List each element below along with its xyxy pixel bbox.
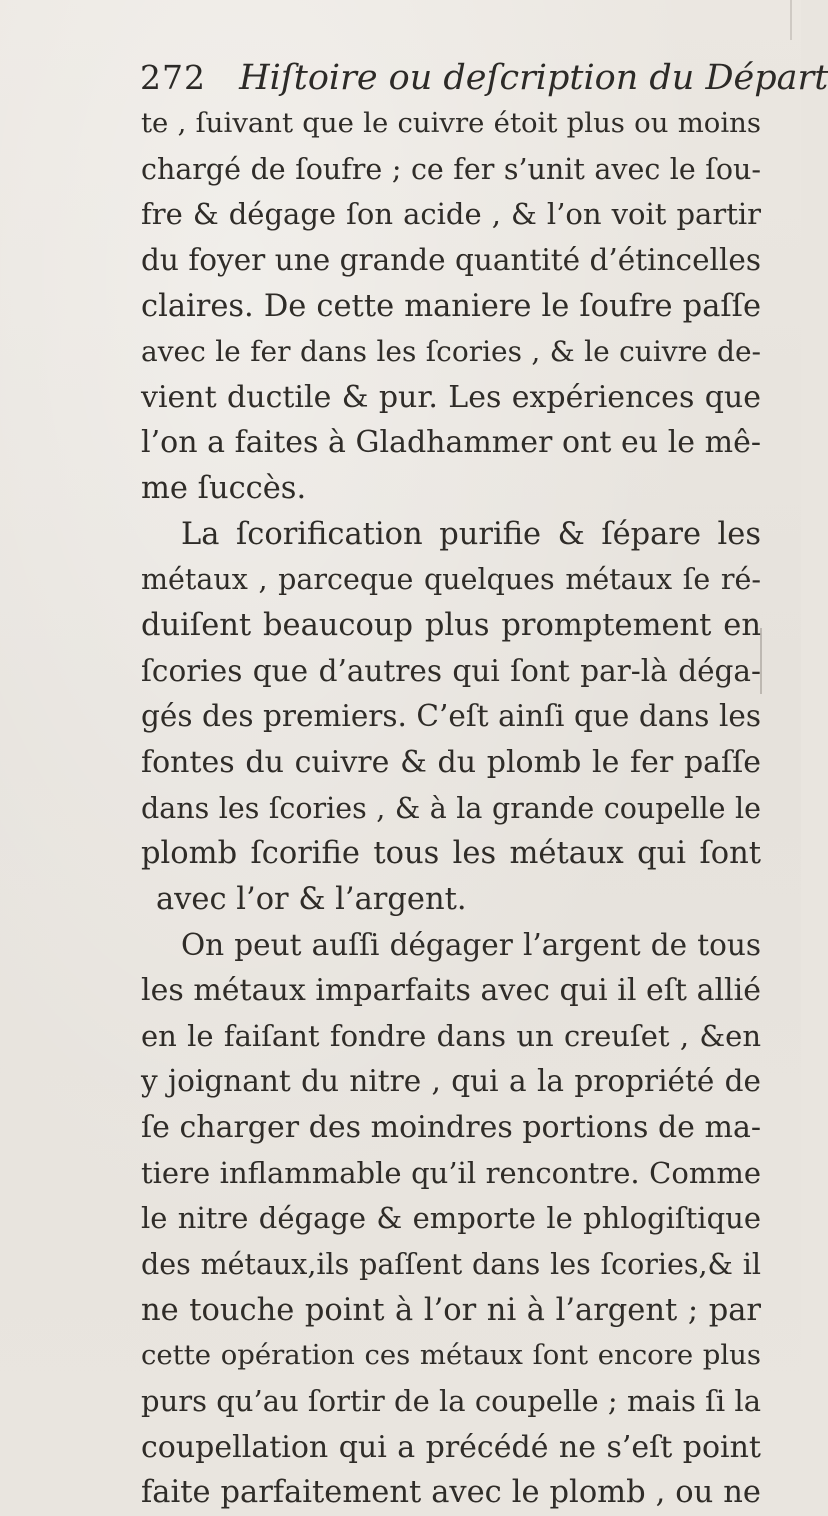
text-line: le nitre dégage & emporte le phlogiſtique <box>141 1201 761 1236</box>
text-line: y joignant du nitre , qui a la propriété de <box>141 1064 761 1099</box>
text-line: gés des premiers. C’eſt ainſi que dans les <box>141 699 761 734</box>
text-line: plomb ſcorifie tous les métaux qui ſont <box>141 836 761 872</box>
page-edge-mark-top <box>790 0 792 40</box>
running-title: Hiſtoire ou deſcription du Départ <box>239 58 828 98</box>
text-line: les métaux imparfaits avec qui il eſt allié <box>141 973 761 1009</box>
text-line: ne touche point à l’or ni à l’argent ; par <box>141 1292 761 1328</box>
text-line: me ſuccès. <box>141 471 307 507</box>
text-line: te , ſuivant que le cuivre étoit plus ou moins <box>141 107 761 139</box>
text-line: dans les ſcories , & à la grande coupelle le <box>141 791 761 825</box>
text-line: tiere inflammable qu’il rencontre. Comme <box>141 1155 761 1190</box>
body-text <box>141 101 761 1516</box>
page-header <box>140 58 828 98</box>
text-line: fre & dégage ſon acide , & l’on voit partir <box>141 197 761 232</box>
text-line: du foyer une grande quantité d’étincelles <box>141 242 761 277</box>
text-line: vient ductile & pur. Les expériences que <box>141 379 761 415</box>
text-line: en le faiſant fondre dans un creuſet , &en <box>141 1018 761 1053</box>
text-line: La ſcorification purifie & ſépare les <box>181 516 761 552</box>
text-line: métaux , parceque quelques métaux ſe ré- <box>141 563 761 597</box>
text-line: duiſent beaucoup plus promptement en <box>141 608 761 644</box>
text-line: purs qu’au ſortir de la coupelle ; mais ſi la <box>141 1383 761 1418</box>
text-line: claires. De cette maniere le ſoufre paſſe <box>141 288 761 324</box>
text-line: On peut auſſi dégager l’argent de tous <box>181 927 761 962</box>
text-line: fontes du cuivre & du plomb le fer paſſe <box>141 744 761 780</box>
text-line: coupellation qui a précédé ne s’eſt point <box>141 1429 761 1465</box>
text-line: ſe charger des moindres portions de ma- <box>141 1110 761 1146</box>
text-line: l’on a faites à Gladhammer ont eu le mê- <box>141 425 761 461</box>
text-line: chargé de ſoufre ; ce fer s’unit avec le ſou- <box>141 152 761 186</box>
text-line: avec le fer dans les ſcories , & le cuivre de- <box>141 335 761 369</box>
page-number: 272 <box>140 58 206 97</box>
text-line: cette opération ces métaux ſont encore plus <box>141 1339 761 1372</box>
text-line: faite parfaitement avec le plomb , ou ne <box>141 1475 761 1511</box>
text-line: ſcories que d’autres qui ſont par-là déga- <box>141 653 761 688</box>
text-line: des métaux,ils paſſent dans les ſcories,& il <box>141 1248 761 1282</box>
text-line: avec l’or & l’argent. <box>156 881 467 917</box>
